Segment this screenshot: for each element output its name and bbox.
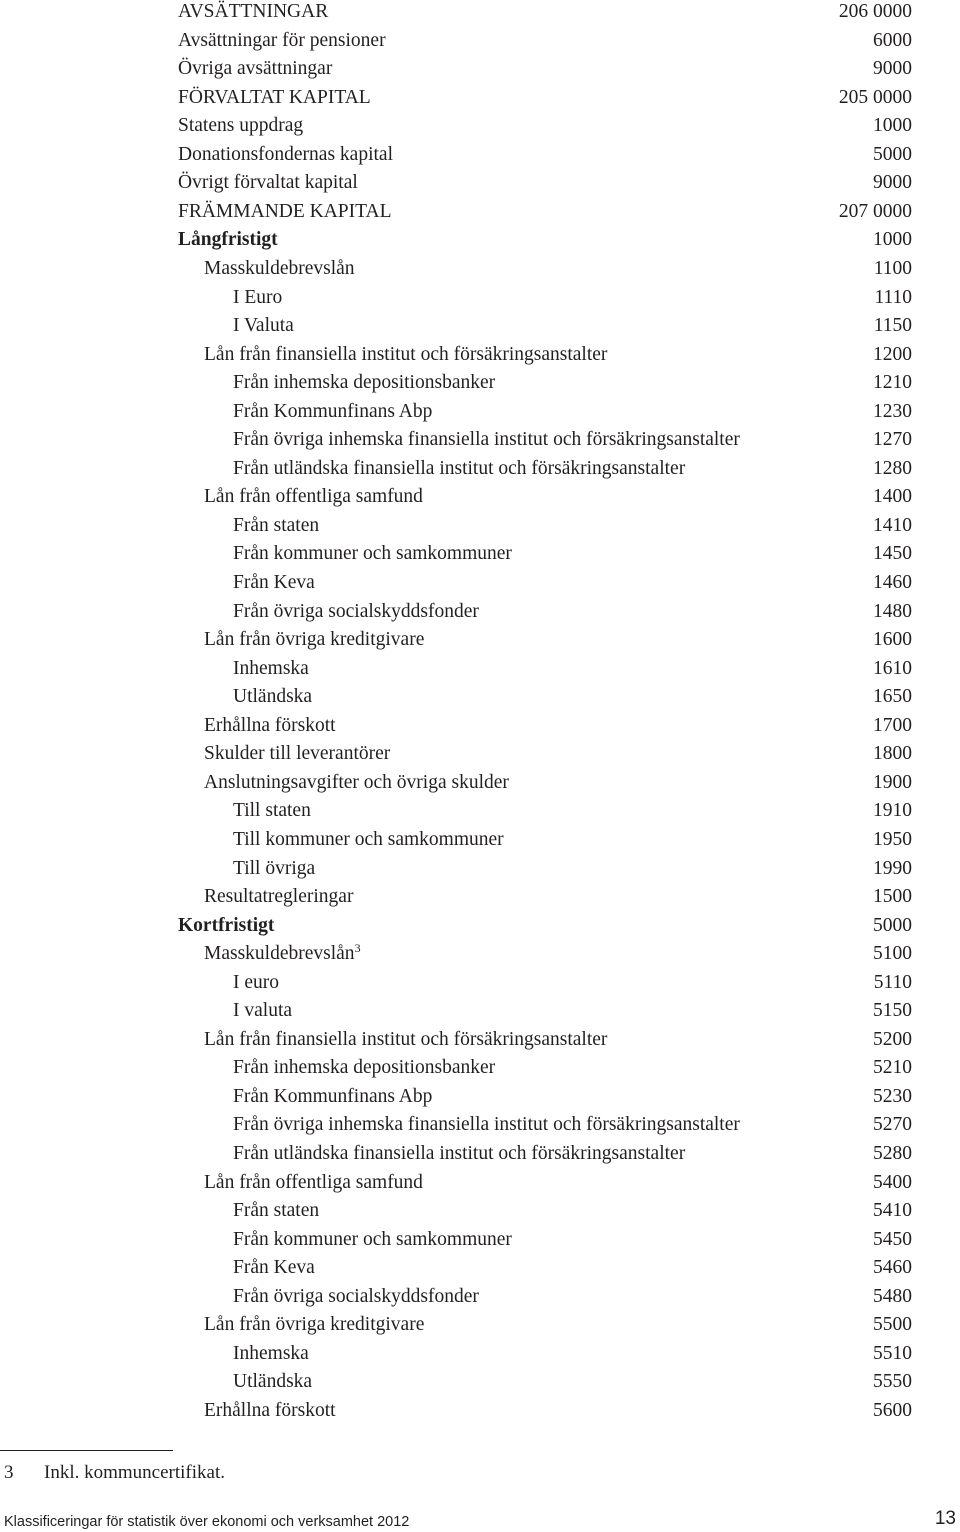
row-label — [204, 940, 361, 968]
row-label-text: Lån från offentliga samfund — [204, 1171, 423, 1193]
table-row — [0, 626, 960, 654]
row-label — [233, 1197, 319, 1225]
row-label-text: Erhållna förskott — [204, 1399, 336, 1421]
row-label-text: Från Kommunfinans Abp — [233, 1085, 433, 1107]
table-row — [0, 940, 960, 968]
footnote-text: Inkl. kommuncertifikat. — [44, 1462, 225, 1483]
row-label — [233, 1340, 309, 1368]
table-row — [0, 255, 960, 283]
row-label-text: Resultatregleringar — [204, 886, 354, 908]
row-label-text: Anslutningsavgifter och övriga skulder — [204, 771, 509, 793]
row-label-text: Lån från finansiella institut och försäkringsanstalter — [204, 343, 608, 365]
table-row — [0, 883, 960, 911]
row-label-text: Övrigt förvaltat kapital — [178, 172, 358, 194]
table-row — [0, 1340, 960, 1368]
row-label-text: Donationsfondernas kapital — [178, 143, 393, 165]
row-code: 205 0000 — [838, 86, 912, 108]
row-label — [233, 826, 504, 854]
row-code: 206 0000 — [838, 1, 912, 22]
row-code: 1800 — [873, 743, 912, 765]
table-row — [0, 1283, 960, 1311]
row-label — [233, 655, 309, 683]
row-label-text: Från Keva — [233, 1257, 315, 1279]
row-label-text: Inhemska — [233, 1342, 309, 1364]
table-row — [0, 369, 960, 397]
row-label — [233, 855, 315, 883]
table-row — [0, 226, 960, 254]
row-code: 1500 — [873, 886, 912, 908]
row-label-text: I euro — [233, 971, 280, 993]
table-row — [0, 198, 960, 226]
row-code: 1460 — [873, 572, 912, 593]
row-label-text: I valuta — [233, 1000, 293, 1022]
row-code: 1400 — [873, 486, 912, 508]
row-label — [204, 626, 424, 654]
row-code: 5270 — [873, 1114, 912, 1136]
table-row — [0, 398, 960, 426]
row-label — [233, 1083, 432, 1111]
row-code: 1450 — [873, 543, 912, 565]
row-code: 5000 — [873, 143, 912, 165]
footnote-marker: 3 — [354, 941, 361, 956]
row-label-text: Långfristigt — [178, 229, 278, 251]
row-label-text: FÖRVALTAT KAPITAL — [178, 86, 371, 108]
row-code: 5500 — [873, 1314, 912, 1336]
row-label — [178, 112, 303, 140]
row-label-text: Lån från offentliga samfund — [204, 486, 423, 508]
row-label — [178, 27, 386, 55]
row-label — [178, 912, 274, 940]
row-label — [233, 1140, 685, 1168]
table-row — [0, 769, 960, 797]
table-row — [0, 1083, 960, 1111]
table-row — [0, 969, 960, 997]
footnote-divider — [0, 1450, 173, 1451]
row-label — [233, 1254, 315, 1282]
table-row — [0, 826, 960, 854]
row-label-text: Avsättningar för pensioner — [178, 29, 386, 51]
table-row — [0, 1026, 960, 1054]
row-label — [233, 1368, 312, 1396]
row-code: 5480 — [873, 1285, 912, 1307]
row-label-text: Lån från övriga kreditgivare — [204, 629, 425, 651]
row-label — [178, 169, 358, 197]
row-code: 5450 — [873, 1228, 912, 1250]
row-label-text: AVSÄTTNINGAR — [178, 1, 329, 22]
row-label-text: Från utländska finansiella institut och försäkringsanstalter — [233, 457, 686, 479]
row-label — [233, 683, 312, 711]
row-code: 1650 — [873, 686, 912, 708]
row-code: 5460 — [873, 1257, 912, 1279]
page-number: 13 — [934, 1508, 956, 1529]
row-code: 9000 — [873, 58, 912, 80]
row-label-text: Från inhemska depositionsbanker — [233, 1057, 496, 1079]
table-row — [0, 1169, 960, 1197]
row-label — [204, 712, 336, 740]
row-label — [233, 569, 315, 597]
row-code: 1610 — [873, 657, 912, 679]
table-row — [0, 1254, 960, 1282]
row-label — [233, 398, 432, 426]
row-code: 1210 — [873, 372, 912, 394]
table-row — [0, 540, 960, 568]
table-row — [0, 512, 960, 540]
table-row — [0, 112, 960, 140]
row-code: 5600 — [873, 1399, 912, 1421]
row-code: 5210 — [873, 1057, 912, 1079]
row-code: 5550 — [873, 1371, 912, 1393]
row-code: 1200 — [873, 343, 912, 365]
row-code: 5150 — [873, 1000, 912, 1022]
row-code: 1910 — [873, 800, 912, 822]
table-row — [0, 598, 960, 626]
row-label — [233, 797, 311, 825]
row-label — [233, 284, 282, 312]
row-code: 1900 — [873, 771, 912, 793]
row-code: 5200 — [873, 1028, 912, 1050]
row-code: 5510 — [873, 1342, 912, 1364]
row-code: 1000 — [873, 115, 912, 137]
row-label-text: I Euro — [233, 286, 283, 308]
row-label — [178, 84, 371, 112]
row-label — [233, 312, 294, 340]
row-label — [233, 512, 319, 540]
row-label-text: Erhållna förskott — [204, 714, 336, 736]
table-row — [0, 1368, 960, 1396]
table-row — [0, 284, 960, 312]
row-label-text: FRÄMMANDE KAPITAL — [178, 200, 392, 222]
row-label-text: Masskuldebrevslån — [204, 943, 355, 965]
table-row — [0, 855, 960, 883]
row-code: 1600 — [873, 629, 912, 651]
table-row — [0, 55, 960, 83]
row-code: 5280 — [873, 1143, 912, 1164]
row-code: 1000 — [873, 229, 912, 251]
row-label-text: Från kommuner och samkommuner — [233, 543, 512, 565]
table-row — [0, 712, 960, 740]
row-code: 1230 — [873, 400, 912, 422]
row-label — [204, 769, 509, 797]
row-code: 1110 — [874, 286, 912, 308]
table-row — [0, 312, 960, 340]
row-code: 1700 — [873, 714, 912, 736]
row-label — [233, 426, 740, 454]
table-row — [0, 84, 960, 112]
table-row — [0, 455, 960, 483]
row-label — [178, 0, 328, 26]
row-label — [233, 1226, 512, 1254]
row-label-text: I Valuta — [233, 315, 294, 337]
table-row — [0, 483, 960, 511]
row-label — [204, 341, 607, 369]
row-code: 1100 — [873, 257, 912, 279]
row-code: 5230 — [873, 1085, 912, 1107]
row-label-text: Kortfristigt — [178, 914, 275, 936]
row-label — [204, 740, 390, 768]
row-label-text: Utländska — [233, 686, 313, 708]
row-label — [178, 55, 332, 83]
row-label — [178, 198, 392, 226]
row-code: 207 0000 — [838, 200, 912, 222]
table-row — [0, 683, 960, 711]
row-label-text: Från staten — [233, 514, 320, 536]
row-label-text: Till övriga — [233, 857, 316, 879]
table-row — [0, 341, 960, 369]
table-row — [0, 1054, 960, 1082]
row-label — [204, 1169, 423, 1197]
row-label-text: Från övriga socialskyddsfonder — [233, 600, 479, 622]
table-row — [0, 1311, 960, 1339]
table-row — [0, 912, 960, 940]
row-label — [178, 141, 393, 169]
table-row — [0, 1197, 960, 1225]
table-row — [0, 655, 960, 683]
table-row — [0, 997, 960, 1025]
row-label-text: Inhemska — [233, 657, 309, 679]
footnote-number: 3 — [4, 1462, 14, 1483]
row-label-text: Lån från övriga kreditgivare — [204, 1314, 425, 1336]
table-row — [0, 27, 960, 55]
row-label — [178, 226, 278, 254]
row-label — [233, 455, 685, 483]
row-label — [233, 1054, 495, 1082]
row-label-text: Från övriga socialskyddsfonder — [233, 1285, 479, 1307]
row-label — [204, 483, 423, 511]
row-label — [233, 1283, 479, 1311]
row-label — [233, 997, 292, 1025]
row-label-text: Utländska — [233, 1371, 313, 1393]
table-row — [0, 1397, 960, 1425]
row-code: 5100 — [873, 943, 912, 965]
row-label-text: Till staten — [233, 800, 311, 822]
table-row — [0, 141, 960, 169]
footer-title: Klassificeringar för statistik över ekonomi och verksamhet 2012 — [4, 1514, 410, 1530]
table-row — [0, 1140, 960, 1168]
row-label-text: Från inhemska depositionsbanker — [233, 372, 496, 394]
row-code: 1270 — [873, 429, 912, 451]
row-label-text: Lån från finansiella institut och försäkringsanstalter — [204, 1028, 608, 1050]
row-label — [233, 969, 279, 997]
row-code: 1950 — [873, 828, 912, 850]
row-label — [233, 540, 512, 568]
row-label-text: Från Keva — [233, 572, 315, 593]
table-row — [0, 0, 960, 26]
row-label — [204, 883, 353, 911]
row-label-text: Från staten — [233, 1200, 320, 1222]
table-row — [0, 740, 960, 768]
row-label-text: Från utländska finansiella institut och försäkringsanstalter — [233, 1143, 686, 1164]
table-row — [0, 1111, 960, 1139]
row-label — [204, 1397, 336, 1425]
row-label — [233, 598, 479, 626]
row-code: 5400 — [873, 1171, 912, 1193]
row-label — [204, 1311, 424, 1339]
row-code: 5000 — [873, 914, 912, 936]
row-code: 5410 — [873, 1200, 912, 1222]
row-label-text: Från övriga inhemska finansiella institut och försäkringsanstalter — [233, 1114, 740, 1136]
row-code: 9000 — [873, 172, 912, 194]
table-row — [0, 169, 960, 197]
table-row — [0, 1226, 960, 1254]
row-label — [204, 1026, 607, 1054]
row-code: 1480 — [873, 600, 912, 622]
row-code: 1280 — [873, 457, 912, 479]
row-label-text: Skulder till leverantörer — [204, 743, 391, 765]
row-label-text: Från Kommunfinans Abp — [233, 400, 433, 422]
row-label-text: Övriga avsättningar — [178, 58, 333, 80]
row-code: 1990 — [873, 857, 912, 879]
row-label-text: Från kommuner och samkommuner — [233, 1228, 512, 1250]
row-label-text: Från övriga inhemska finansiella institut och försäkringsanstalter — [233, 429, 740, 451]
row-code: 6000 — [873, 29, 912, 51]
row-label — [204, 255, 355, 283]
table-row — [0, 426, 960, 454]
row-code: 1150 — [873, 315, 912, 337]
row-label-text: Statens uppdrag — [178, 115, 304, 137]
row-code: 5110 — [873, 971, 912, 993]
row-label — [233, 1111, 740, 1139]
row-label-text: Masskuldebrevslån — [204, 257, 355, 279]
row-code: 1410 — [873, 514, 912, 536]
row-label-text: Till kommuner och samkommuner — [233, 828, 504, 850]
table-row — [0, 797, 960, 825]
row-label — [233, 369, 495, 397]
table-row — [0, 569, 960, 597]
